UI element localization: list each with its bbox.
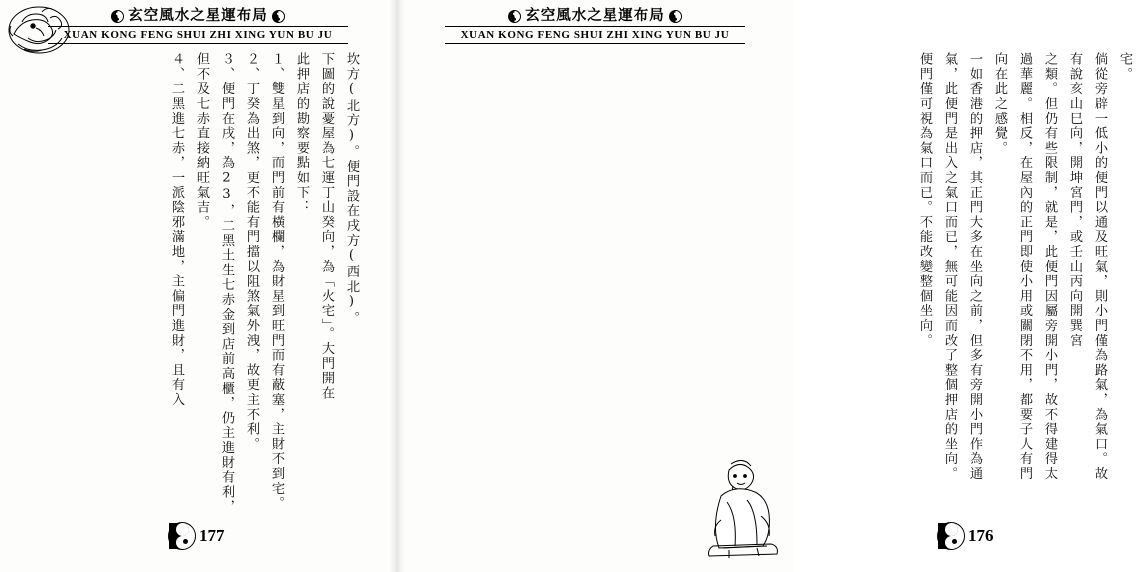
left-page-folio [168,522,225,550]
left-page [0,0,396,572]
text-column: 倘從旁辟一低小的便門以通及旺氣，則小門僅為路氣，為氣口。故有說亥山巳向，開坤宮門，或壬山丙向開巽宮 [1067,52,1107,482]
right-page-body [837,52,1137,492]
page-number: 177 [199,526,225,545]
right-page [397,0,1132,572]
left-page-header [0,6,396,44]
text-column: 之類。但仍有些限制，就是，此便門因屬旁開小門，故不得建得太過華麗。相反，在屋內的正門即使小用或關閉不用，都要子人有門向在此之感覺。 [992,52,1057,482]
taiji-icon [937,522,965,550]
text-column: ２、丁癸為出煞，更不能有門擋以阻煞氣外洩，故更主不利。 [244,52,259,452]
header-title-cn: 玄空風水之星運布局 [397,6,793,25]
right-page-header [397,6,793,44]
yin-yang-icon [508,10,521,23]
left-page-body [46,52,364,522]
seated-sage-illustration [699,450,783,560]
header-divider [48,26,348,27]
text-column: 此押店的勘察要點如下： [294,52,309,215]
text-column: ４、二黑進七赤，一派陰邪滿地，主偏門進財，且有入 [169,52,184,408]
header-divider [445,43,745,44]
text-column: 宅。 [1117,52,1132,82]
page-number: 176 [968,526,994,545]
header-title-pinyin: XUAN KONG FENG SHUI ZHI XING YUN BU JU [63,29,333,41]
header-divider [445,26,745,27]
text-column: 便門僅可視為氣口而已。不能改變整個坐向。 [917,52,932,348]
taiji-icon [168,522,196,550]
text-column: １、雙星到向，而門前有橫欄，為財星到旺門而有蔽塞，主財不到宅。 [269,52,284,511]
text-column: ３、便門在戌，為23，二黑土生七赤金到店前高櫃，仍主進財有利，但不及七赤直接納旺氣吉。 [194,52,234,515]
text-column: 下圖的說憂屋為七運丁山癸向，為「火宅」。大門開在 [319,52,334,401]
right-page-folio [937,522,994,550]
text-column: 一如香港的押店，其正門大多在坐向之前，但多有旁開小門作為通氣，此便門是出入之氣口而已，無可能因而改了整個押店的坐向。 [942,52,982,482]
header-title-pinyin: XUAN KONG FENG SHUI ZHI XING YUN BU JU [460,29,730,41]
yin-yang-icon [272,10,285,23]
text-column: 坎方(北方)。便門設在戌方(西北)。 [344,52,359,326]
yin-yang-icon [669,10,682,23]
header-title-cn: 玄空風水之星運布局 [0,6,396,25]
header-divider [48,43,348,44]
yin-yang-icon [111,10,124,23]
